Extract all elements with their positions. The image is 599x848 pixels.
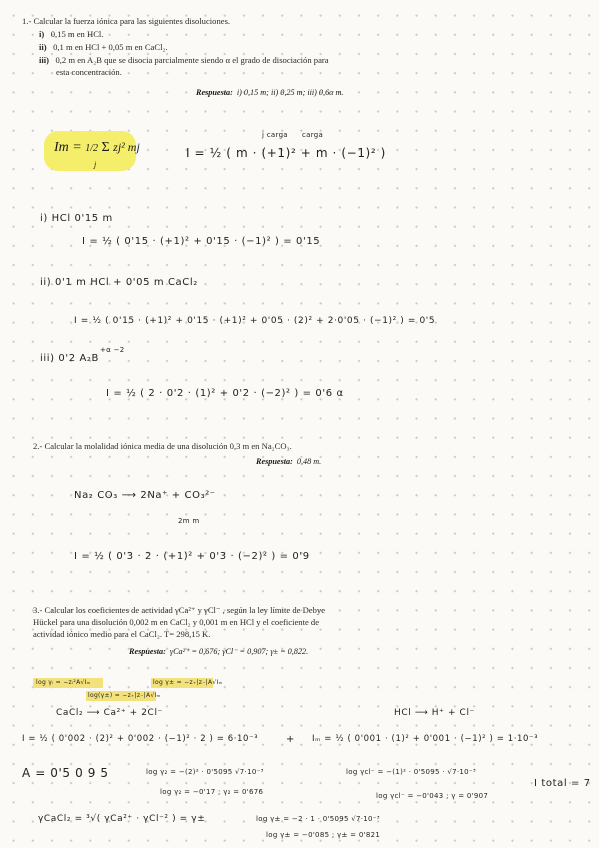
q1-answer-label: Respuesta: [196,88,233,97]
formula-rhs: zj² mj [113,140,140,154]
q3-i-total: I total = 7 [534,778,591,789]
q1-iii-charges: +α −2 [100,346,125,354]
q1-ii-work-calc: I = ½ ( 0'15 · (+1)² + 0'15 · (+1)² + 0'05 · (2)² + 2·0'05 · (−1)² ) = 0'5 [74,316,436,326]
q1-item-i-text: 0,15 m en HCl. [50,29,104,39]
q2-reaction: Na₂ CO₃ ⟶ 2Na⁺ + CO₃²⁻ [74,490,216,501]
log-gamma-pm-formula: log γ± = −z₊|z₋|A√Iₘ [153,679,223,686]
annot-j-carga: j carga [262,131,288,139]
q3-line3: actividad iónico medio para el CaCl₂. T= 298,15 K. [33,629,211,639]
q3-log-gamma-ca: log γ₂ = −(2)² · 0'5095 √7·10⁻³ [146,768,264,776]
q1-answer-text: i) 0,15 m; ii) 0,25 m; iii) 0,6α m. [236,88,344,97]
q1-iii-work-calc: I = ½ ( 2 · 0'2 · (1)² + 0'2 · (−2)² ) = 0'6 α [106,388,344,399]
q1-item-ii-label: ii) [39,42,47,52]
q3-reaction-cacl2: CaCl₂ ⟶ Ca²⁺ + 2Cl⁻ [56,708,163,718]
q1-i-work-label: i) HCl 0'15 m [40,213,113,224]
general-ionic-strength: I = ½ ( m · (+1)² + m · (−1)² ) [186,146,386,160]
q3-log-gamma-mean: log γ± = −2 · 1 · 0'5095 √7·10⁻³ [256,815,380,823]
q1-iii-work-label: iii) 0'2 A₂B [40,353,99,364]
q2-title: 2.- Calcular la molalidad iónica media de una disolución 0,3 m en Na₂CO₃. [33,441,292,451]
formula-sum: Σ [101,140,110,155]
formula-index: j [94,160,97,169]
q3-line2: Hückel para una disolución 0,002 m en CaCl₂ y 0,001 m en HCl y el coeficiente de [33,617,320,627]
q3-reaction-hcl: HCl ⟶ H⁺ + Cl⁻ [394,708,475,718]
q1-item-iii-text: 0,2 m en A₂B que se disocia parcialmente siendo α el grado de disociación para [55,55,329,65]
q1-item-i-label: i) [39,29,45,39]
q1-item-iii [39,55,329,65]
q2-calc: I = ½ ( 0'3 · 2 · (+1)² + 0'3 · (−2)² ) = 0'9 [74,551,310,562]
log-gamma-i-formula: log γᵢ = −zᵢ²A√Iₘ [36,679,91,686]
q1-item-i [39,29,103,39]
q3-mean-activity: γCaCl₂ = ³√( γCa²⁺ · γCl⁻² ) = γ± [38,814,206,824]
q1-title: 1.- Calcular la fuerza iónica para las siguientes disoluciones. [22,16,231,26]
q1-ii-work-label: ii) 0'1 m HCl + 0'05 m CaCl₂ [40,277,198,288]
q2-answer-label: Respuesta: [256,457,293,466]
ionic-strength-formula [54,140,140,156]
q2-stoich: 2m m [178,517,200,525]
q3-result-cl: log γcl⁻ = −0'043 ; γ = 0'907 [376,792,489,800]
q2-answer [256,451,321,469]
q1-i-work-calc: I = ½ ( 0'15 · (+1)² + 0'15 · (−1)² ) = 0'15 [82,236,321,247]
q1-item-iii-label: iii) [39,55,50,65]
q1-item-ii [39,42,168,52]
q3-result-ca: log γ₂ = −0'17 ; γ₂ = 0'676 [160,788,264,796]
q2-answer-text: 0,48 m. [296,457,322,466]
log-gamma-mean-formula: log(γ±) = −z₊|z₋|A√Iₘ [88,692,161,699]
q3-result-mean: log γ± = −0'085 ; γ± = 0'821 [266,831,381,839]
q3-ionic-strength-cacl2: I = ½ ( 0'002 · (2)² + 0'002 · (−1)² · 2 ) = 6·10⁻³ [22,734,259,744]
q3-answer [129,641,308,659]
q1-item-ii-text: 0,1 m en HCl + 0,05 m en CaCl₂. [53,42,168,52]
q3-log-gamma-cl: log γcl⁻ = −(1)² · 0'5095 · √7·10⁻³ [346,768,477,776]
q3-answer-label: Respuesta: [129,647,166,656]
q3-plus: + [286,734,295,745]
formula-half: 1/2 [85,143,99,154]
q1-item-iii-cont: esta concentración. [56,67,122,77]
q3-answer-text: γCa²⁺ = 0,676; γCl⁻ = 0,907; γ± = 0,822. [169,647,309,656]
q1-answer [196,82,343,100]
formula-lhs: Im = [54,140,86,155]
q3-line1: 3.- Calcular los coeficientes de actividad γCa²⁺ y γCl⁻ , según la ley límite de Debye [33,605,326,615]
q3-ionic-strength-hcl: Iₘ = ½ ( 0'001 · (1)² + 0'001 · (−1)² ) = 1·10⁻³ [312,734,539,744]
q3-A-constant: A = 0'5 0 9 5 [22,766,109,780]
annot-carga: carga [302,131,324,139]
